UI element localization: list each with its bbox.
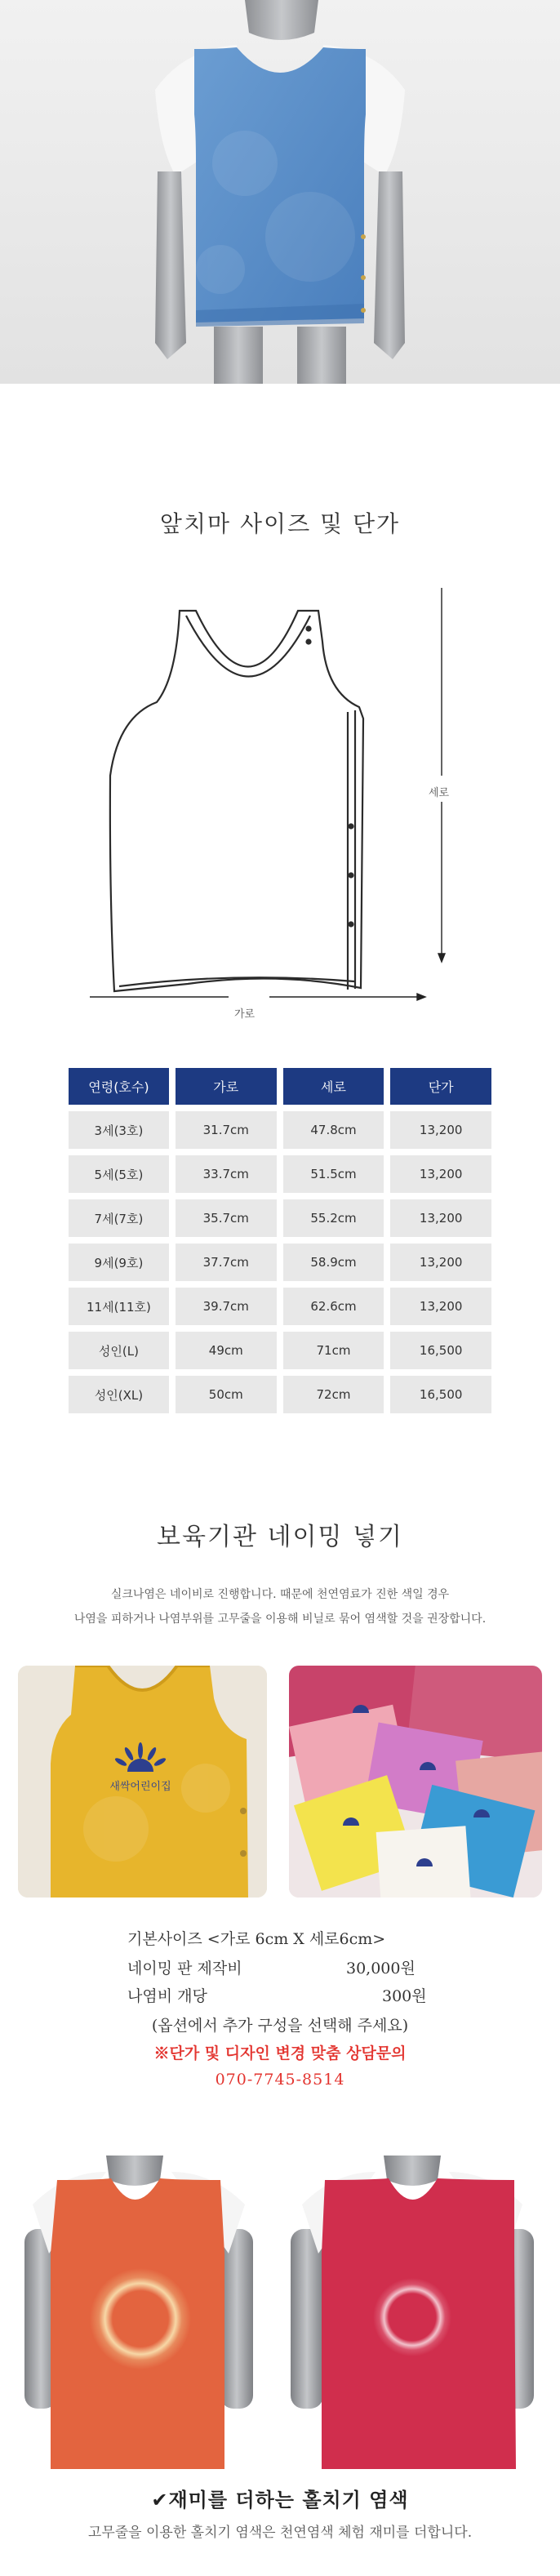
table-cell: 33.7cm [176,1155,277,1193]
option-note: (옵션에서 추가 구성을 선택해 주세요) [151,2017,409,2035]
table-cell: 13,200 [390,1244,491,1281]
table-cell: 39.7cm [176,1288,277,1325]
table-cell: 13,200 [390,1288,491,1325]
height-dimension-label: 세로 [429,787,450,799]
table-cell: 31.7cm [176,1111,277,1149]
table-row [69,1376,491,1413]
size-price-table [62,1061,498,1420]
apron-size-diagram [90,588,473,1029]
table-cell: 13,200 [390,1155,491,1193]
table-header-row [69,1068,491,1105]
print-fee-price: 300원 [382,1987,427,2005]
table-cell: 7세(7호) [69,1199,169,1237]
printed-handkerchiefs-photo [289,1666,542,1898]
tie-dye-description: 고무줄을 이용한 홀치기 염색은 천연염색 체험 재미를 더합니다. [87,2525,473,2541]
table-cell: 58.9cm [283,1244,384,1281]
naming-intro-line-2: 나염을 피하거나 나염부위를 고무줄을 이용해 비닐로 묶어 염색할 것을 권장합니다. [73,1613,487,1626]
column-header-height: 세로 [283,1068,384,1105]
table-cell: 47.8cm [283,1111,384,1149]
table-cell: 5세(5호) [69,1155,169,1193]
tie-dye-aprons-photo [0,2156,560,2469]
table-cell: 13,200 [390,1199,491,1237]
table-cell: 71cm [283,1332,384,1369]
column-header-age: 연령(호수) [69,1068,169,1105]
table-cell: 3세(3호) [69,1111,169,1149]
table-cell: 55.2cm [283,1199,384,1237]
table-row [69,1332,491,1369]
blue-apron-photo [0,0,560,384]
table-cell: 성인(XL) [69,1376,169,1413]
naming-plate-price: 30,000원 [346,1960,416,1978]
contact-phone: 070-7745-8514 [215,2071,345,2089]
naming-section-title: 보육기관 네이밍 넣기 [157,1523,403,1551]
table-cell: 35.7cm [176,1199,277,1237]
table-cell: 49cm [176,1332,277,1369]
naming-intro-line-1: 실크나염은 네이비로 진행합니다. 때문에 천연염료가 진한 색일 경우 [110,1588,450,1601]
table-cell: 16,500 [390,1376,491,1413]
naming-spec-size: 기본사이즈 <가로 6cm X 세로6cm> [127,1930,386,1948]
table-cell: 11세(11호) [69,1288,169,1325]
table-cell: 72cm [283,1376,384,1413]
naming-plate-label: 네이밍 판 제작비 [127,1960,242,1978]
table-cell: 9세(9호) [69,1244,169,1281]
table-cell: 50cm [176,1376,277,1413]
width-dimension-label: 가로 [234,1008,256,1021]
table-row [69,1111,491,1149]
size-section-title: 앞치마 사이즈 및 단가 [159,510,401,537]
table-cell: 62.6cm [283,1288,384,1325]
consult-notice: ※단가 및 디자인 변경 맞춤 상담문의 [153,2044,407,2062]
print-fee-label: 나염비 개당 [127,1987,207,2005]
table-row [69,1288,491,1325]
table-row [69,1199,491,1237]
table-row [69,1155,491,1193]
table-cell: 37.7cm [176,1244,277,1281]
table-row [69,1244,491,1281]
table-cell: 16,500 [390,1332,491,1369]
logo-text: 새싹어린이집 [109,1781,171,1793]
tie-dye-section-title: ✔재미를 더하는 홀치기 염색 [151,2489,409,2511]
yellow-apron-logo-photo [18,1666,267,1898]
column-header-width: 가로 [176,1068,277,1105]
table-cell: 성인(L) [69,1332,169,1369]
column-header-price: 단가 [390,1068,491,1105]
table-cell: 51.5cm [283,1155,384,1193]
table-cell: 13,200 [390,1111,491,1149]
